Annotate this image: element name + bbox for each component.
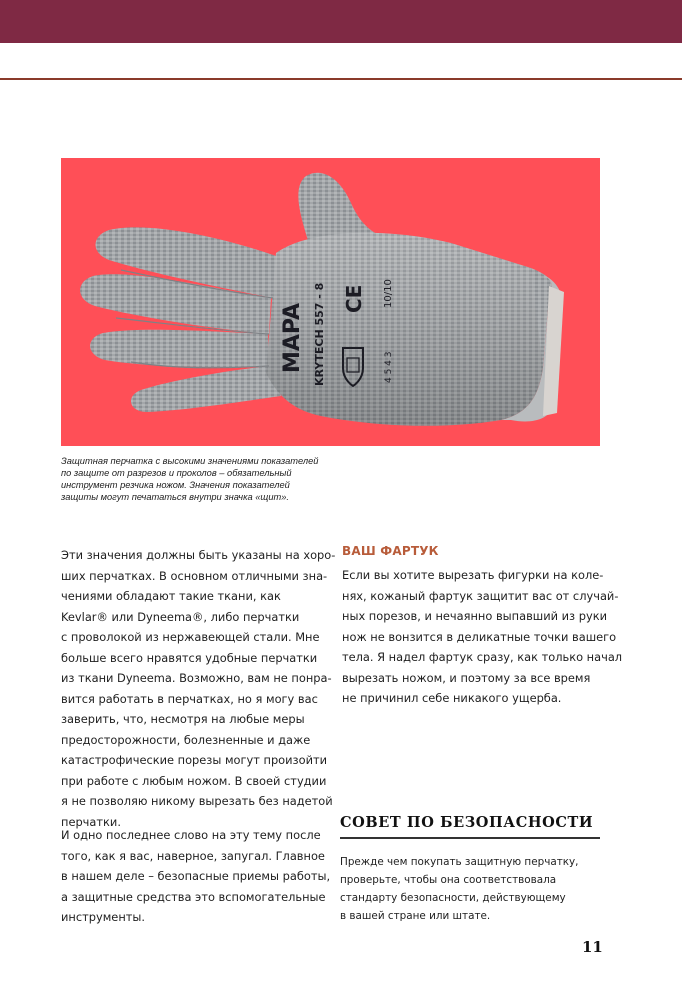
text-line: того, как я вас, наверное, запугал. Главное (61, 848, 325, 863)
text-line: нях, кожаный фартук защитит вас от случай- (342, 588, 619, 603)
caption-line: Защитная перчатка с высокими значениями показателей (61, 456, 319, 466)
text-line: нож не вонзится в деликатные точки вашего (342, 629, 617, 644)
text-line: катастрофические порезы могут произойти (61, 753, 328, 767)
text-line: не причинил себе никакого ущерба. (342, 691, 562, 705)
text-line: заверить, что, несмотря на любые меры (61, 712, 305, 726)
text-line: больше всего нравятся удобные перчатки (61, 650, 318, 665)
header-rule (0, 78, 682, 80)
glove-code-text: 4 5 4 3 (384, 351, 394, 383)
page-number: 11 (582, 938, 603, 956)
text-line: Kevlar® или Dyneema®, либо перчатки (61, 609, 300, 624)
text-line: И одно последнее слово на эту тему после (61, 828, 321, 842)
text-line: Эти значения должны быть указаны на хоро- (61, 548, 336, 562)
safety-tip-text (340, 853, 600, 925)
apron-heading: ВАШ ФАРТУК (342, 544, 439, 558)
text-line: с проволокой из нержавеющей стали. Мне (61, 630, 320, 644)
text-line: ших перчатках. В основном отличными зна- (61, 568, 328, 583)
safety-tip-rule (340, 837, 600, 839)
text-line: ных порезов, и нечаянно выпавший из руки (342, 609, 607, 623)
text-line: предосторожности, болезненные и даже (61, 732, 311, 747)
caption-line: по защите от разрезов и проколов – обязательный (61, 468, 292, 478)
text-line: я не позволяю никому вырезать без надетой (61, 794, 333, 808)
text-line: проверьте, чтобы она соответствовала (340, 874, 557, 886)
apron-paragraph (342, 565, 623, 709)
text-line: тела. Я надел фартук сразу, как только начал (342, 650, 623, 664)
glove-illustration (61, 158, 600, 446)
header-band (0, 0, 682, 43)
text-line: вырезать ножом, и поэтому за все время (342, 670, 591, 685)
text-line: инструменты. (61, 910, 146, 924)
text-line: Если вы хотите вырезать фигурки на коле- (342, 568, 604, 582)
text-line: Прежде чем покупать защитную перчатку, (340, 856, 579, 868)
glove-ce-text: CE (342, 284, 366, 313)
text-line: вится работать в перчатках, но я могу вас (61, 691, 318, 706)
caption-line: инструмент резчика ножом. Значения показателей (61, 480, 290, 490)
glove-brand-text: MAPA (280, 302, 305, 373)
photo-caption (61, 455, 336, 503)
text-line: в вашей стране или штате. (340, 910, 491, 922)
left-paragraph-1 (61, 545, 336, 832)
text-line: чениями обладают такие ткани, как (61, 589, 281, 603)
text-line: в нашем деле – безопасные приемы работы, (61, 869, 331, 883)
text-line: а защитные средства это вспомогательные (61, 889, 326, 904)
glove-photo (61, 158, 600, 446)
safety-tip-title: СОВЕТ ПО БЕЗОПАСНОСТИ (340, 814, 594, 831)
glove-year-text: 10/10 (383, 279, 394, 308)
caption-line: защиты могут печататься внутри значка «щит». (61, 492, 290, 502)
glove-model-text: KRYTECH 557 - 8 (313, 282, 326, 386)
text-line: перчатки. (61, 814, 121, 829)
text-line: из ткани Dyneema. Возможно, вам не понра- (61, 671, 332, 685)
text-line: при работе с любым ножом. В своей студии (61, 773, 327, 788)
text-line: стандарту безопасности, действующему (340, 892, 566, 904)
left-paragraph-2 (61, 825, 331, 928)
